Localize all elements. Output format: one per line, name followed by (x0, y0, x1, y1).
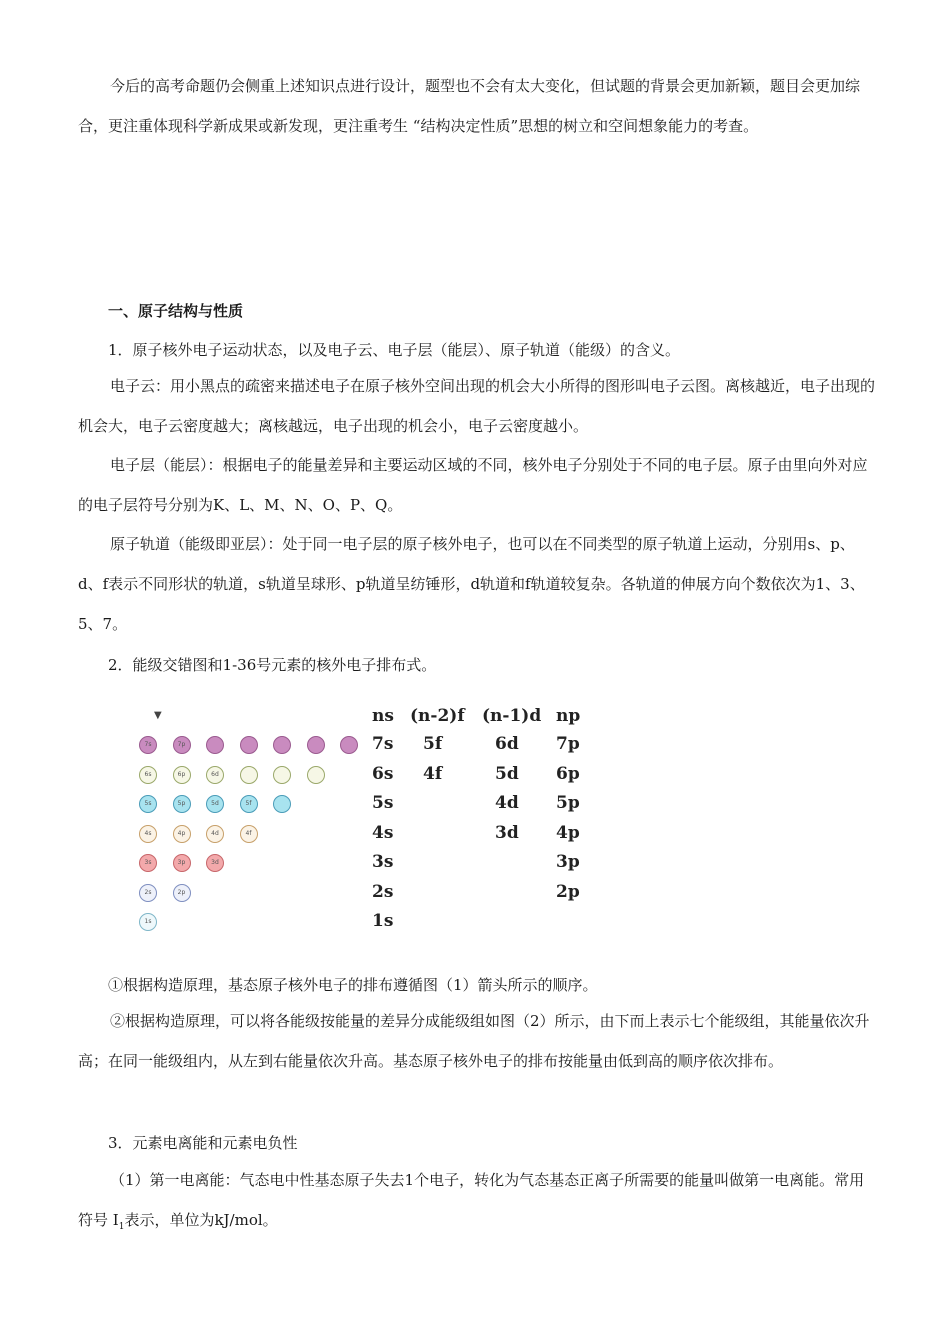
orbital-circle (307, 766, 325, 784)
note2-paragraph: ②根据构造原理，可以将各能级按能量的差异分成能级组如图（2）所示，由下而上表示七个能级组，其能量依次升高；在同一能级组内，从左到右能量依次升高。基态原子核外电子的排布按能量由低到高的顺序依次排布。 (78, 1012, 870, 1070)
item2-text: 2．能级交错图和1-36号元素的核外电子排布式。 (108, 656, 437, 674)
orbital-circle (340, 736, 358, 754)
energy-level-5d: 5d (495, 763, 519, 784)
energy-level-7s: 7s (372, 734, 394, 754)
energy-level-4d: 4d (495, 793, 519, 813)
ionization-paragraph (78, 1160, 878, 1247)
energy-level-3d: 3d (495, 822, 519, 843)
orbital-circle-3d: 3d (206, 854, 224, 872)
orbital-circle-2p: 2p (173, 884, 191, 902)
orbital-circle-6s: 6s (139, 766, 157, 784)
orbital-circle-4d: 4d (206, 825, 224, 843)
orbital-circle (307, 736, 325, 754)
energy-level-diagram (120, 700, 600, 950)
orbital-circle (273, 766, 291, 784)
note1-text: ①根据构造原理，基态原子核外电子的排布遵循图（1）箭头所示的顺序。 (108, 976, 598, 994)
diagram-header-label: ns (372, 706, 394, 726)
diagram-header-label: (n-2)f (410, 706, 465, 726)
electron-cloud-paragraph: 电子云：用小黑点的疏密来描述电子在原子核外空间出现的机会大小所得的图形叫电子云图。离核越近，电子出现的机会大，电子云密度越大；离核越远，电子出现的机会小，电子云密度越小。 (78, 377, 876, 435)
orbital-circle (273, 736, 291, 754)
orbital-circle-4p: 4p (173, 825, 191, 843)
ionization-unit-text: 表示，单位为kJ/mol。 (124, 1211, 278, 1229)
energy-level-5f: 5f (423, 734, 443, 754)
energy-level-2p: 2p (556, 881, 580, 902)
orbital-circle-1s: 1s (139, 913, 157, 931)
energy-level-4p: 4p (556, 822, 580, 843)
arrow-head-icon: ▼ (154, 710, 162, 721)
item3-text: 3．元素电离能和元素电负性 (108, 1134, 298, 1152)
orbital-circle-5f: 5f (240, 795, 258, 813)
diagram-header-label: np (556, 706, 581, 726)
orbital-circle-5d: 5d (206, 795, 224, 813)
electron-shell-paragraph: 电子层（能层）：根据电子的能量差异和主要运动区域的不同，核外电子分别处于不同的电子层。原子由里向外对应的电子层符号分别为K、L、M、N、O、P、Q。 (78, 456, 868, 514)
energy-level-2s: 2s (372, 881, 394, 902)
orbital-circle (206, 736, 224, 754)
diagram-header-label: (n-1)d (482, 706, 542, 726)
orbital-circle-3s: 3s (139, 854, 157, 872)
section-title: 一、原子结构与性质 (108, 302, 244, 320)
ionization-subscript: 1 (118, 1222, 125, 1232)
orbital-circle-7p: 7p (173, 736, 191, 754)
orbital-circle (240, 736, 258, 754)
orbital-circle-3p: 3p (173, 854, 191, 872)
energy-level-5s: 5s (372, 793, 394, 813)
energy-level-4f: 4f (423, 763, 443, 784)
energy-level-5p: 5p (556, 793, 580, 813)
orbital-circle (273, 795, 291, 813)
energy-level-7p: 7p (556, 734, 580, 754)
orbital-circle (240, 766, 258, 784)
ionization-text: （1）第一电离能：气态电中性基态原子失去1个电子，转化为气态基态正离子所需要的能量叫做第一电离能。常用符号 I (78, 1171, 865, 1229)
energy-level-3p: 3p (556, 852, 580, 872)
energy-level-4s: 4s (372, 822, 394, 843)
orbital-circle-2s: 2s (139, 884, 157, 902)
orbital-circle-5s: 5s (139, 795, 157, 813)
energy-level-6s: 6s (372, 763, 394, 784)
orbital-circle-4s: 4s (139, 825, 157, 843)
orbital-circle-5p: 5p (173, 795, 191, 813)
intro-paragraph: 今后的高考命题仍会侧重上述知识点进行设计，题型也不会有太大变化，但试题的背景会更加新颖，题目会更加综合，更注重体现科学新成果或新发现，更注重考生 “结构决定性质”思想的树立和空间想象能力的考查。 (78, 77, 861, 135)
item1-text: 1．原子核外电子运动状态，以及电子云、电子层（能层）、原子轨道（能级）的含义。 (108, 341, 681, 359)
energy-level-6d: 6d (495, 734, 519, 754)
orbital-circle-6p: 6p (173, 766, 191, 784)
orbital-circle-7s: 7s (139, 736, 157, 754)
energy-level-1s: 1s (372, 911, 394, 931)
energy-level-6p: 6p (556, 763, 580, 784)
orbital-circle-6d: 6d (206, 766, 224, 784)
energy-level-3s: 3s (372, 852, 394, 872)
orbital-circle-4f: 4f (240, 825, 258, 843)
atomic-orbital-paragraph: 原子轨道（能级即亚层）：处于同一电子层的原子核外电子，也可以在不同类型的原子轨道上运动，分别用s、p、d、f表示不同形状的轨道，s轨道呈球形、p轨道呈纺锤形，d轨道和f轨道较复杂。各轨道的伸展方向个数依次为1、3、5、7。 (78, 535, 865, 633)
